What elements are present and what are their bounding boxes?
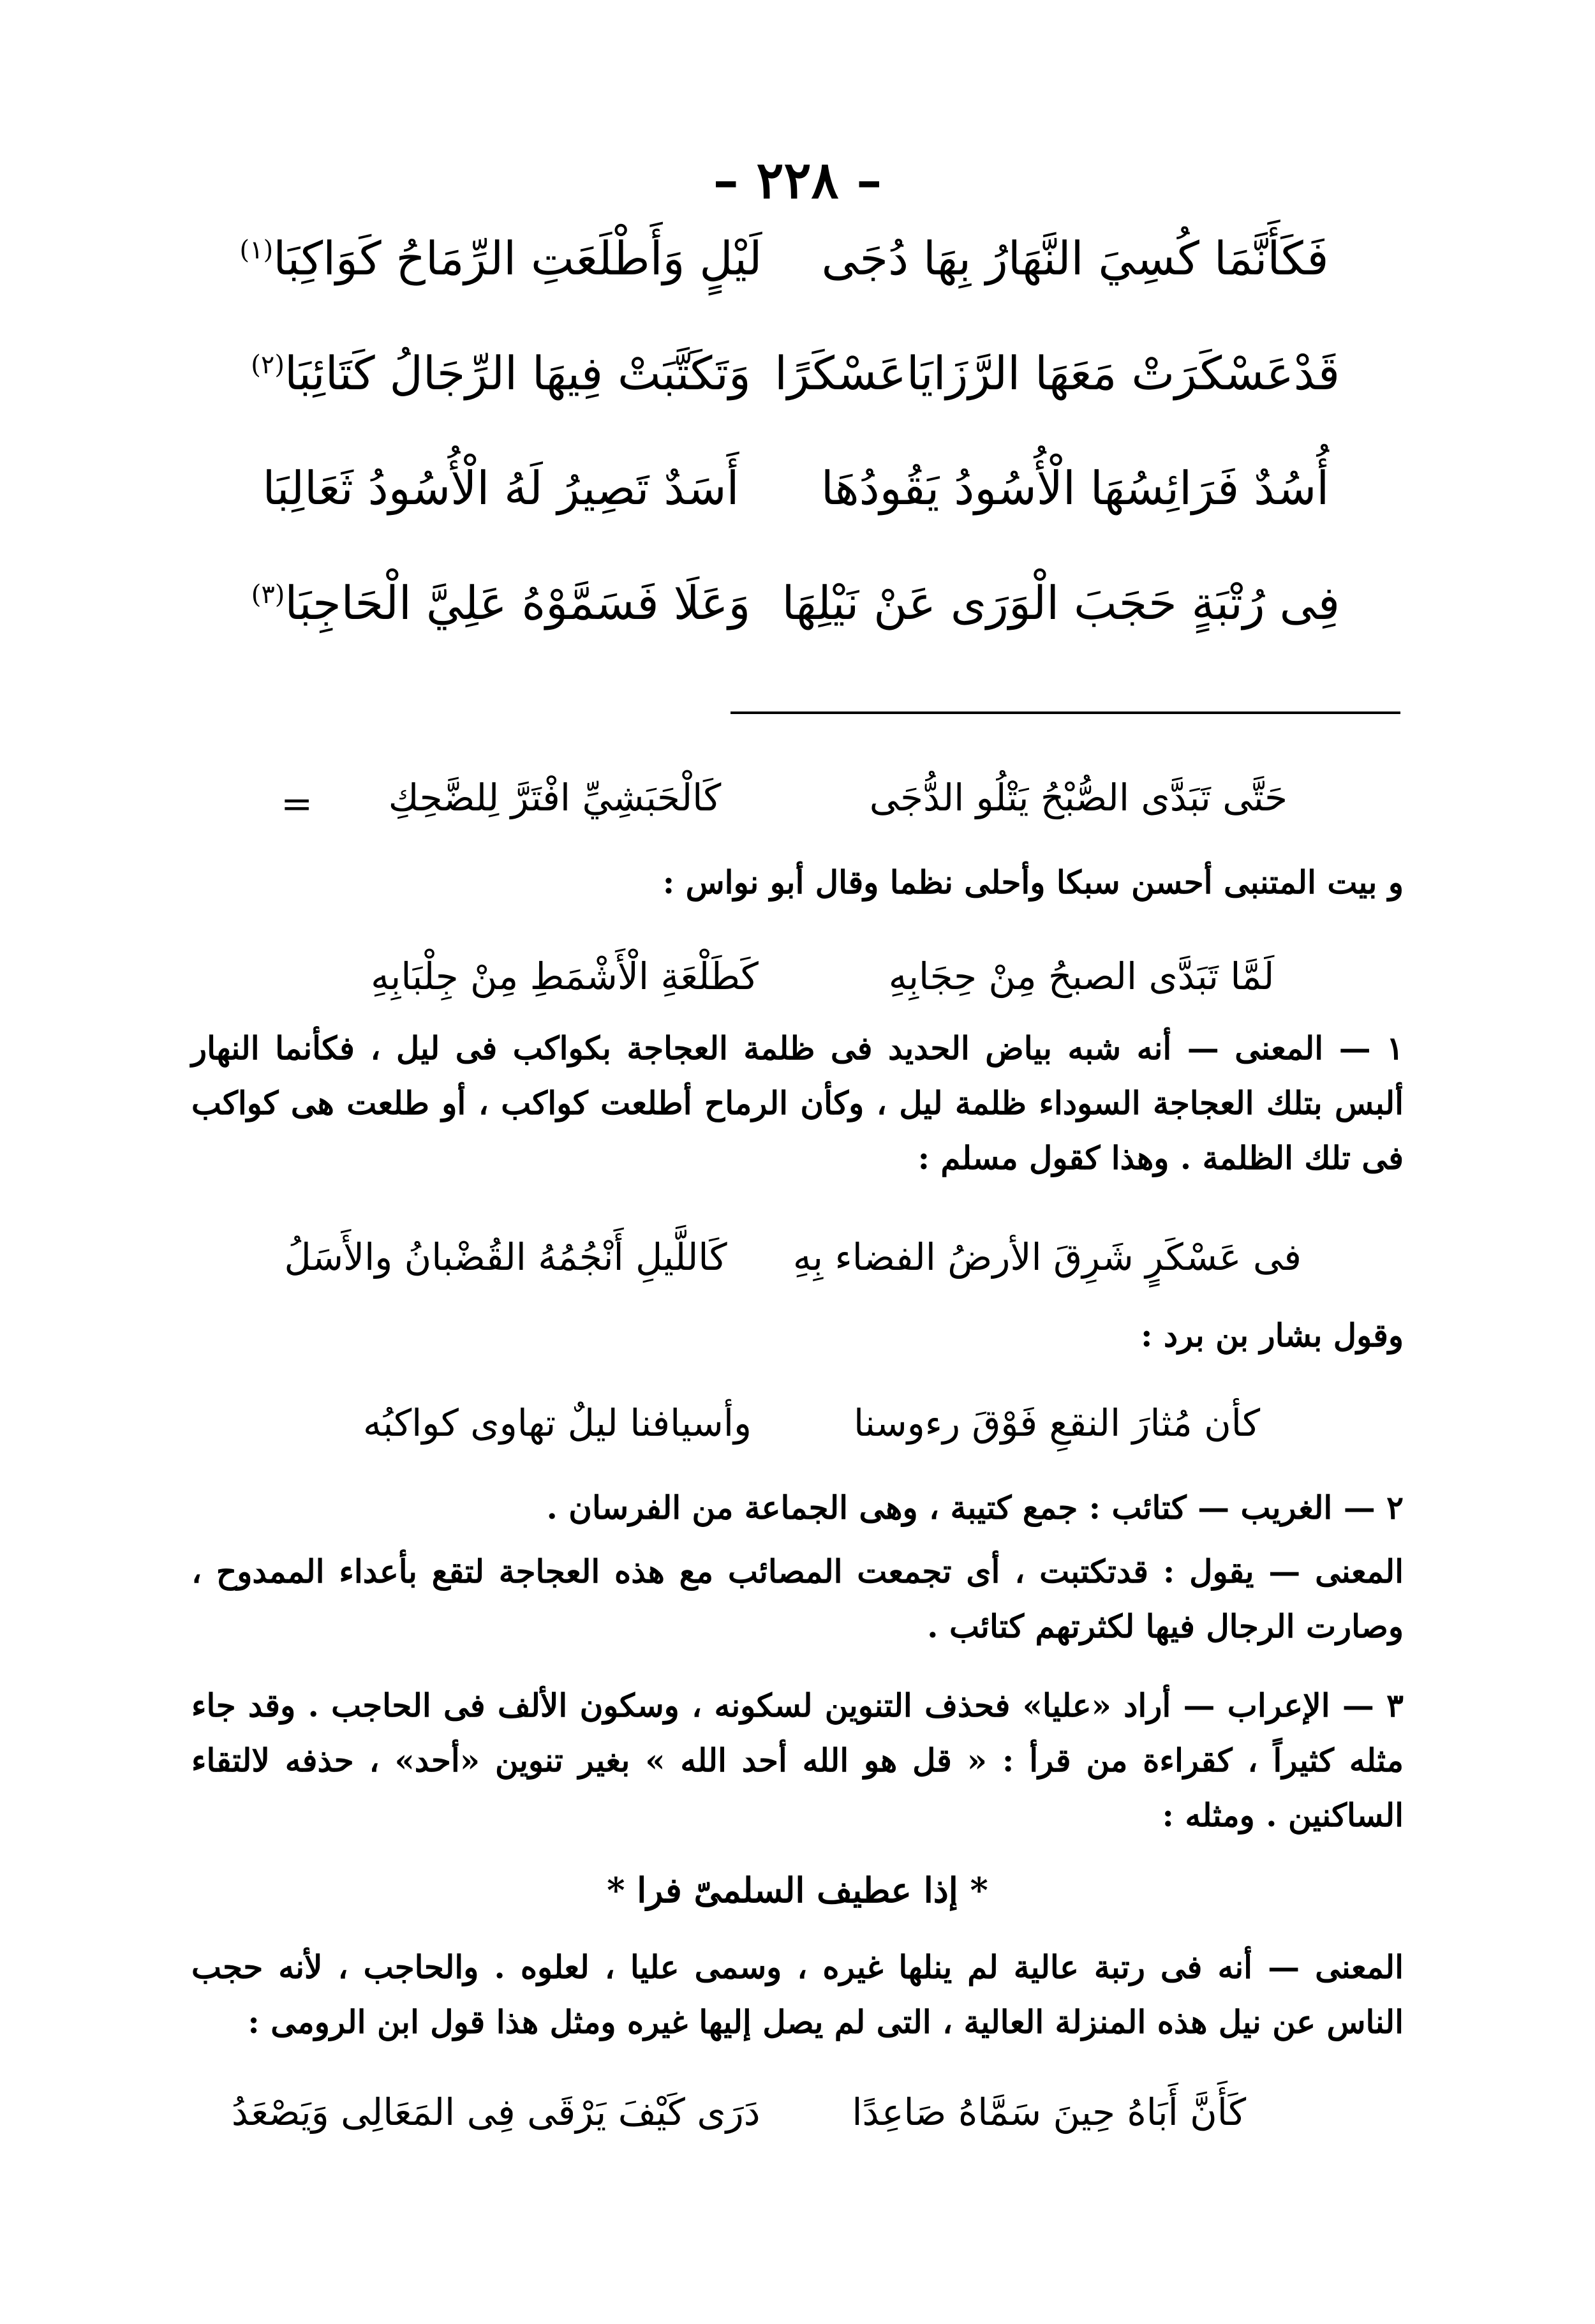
- hemistich-text: أَسَدٌ تَصِيرُ لَهُ الْأُسُودُ ثَعَالِبَا: [262, 461, 739, 515]
- verse-second-hemistich: كَطَلْعَةِ الْأَشْمَطِ مِنْ جِلْبَابِهِ: [371, 955, 759, 998]
- footnote-divider: [731, 711, 1400, 714]
- footnote-2-meaning: المعنى — يقول : قدتكتبت ، أى تجمعت المصائب مع هذه العجاجة لتقع بأعداء الممدوح ، وصارت الرجال فيها لكثرتهم كتائب .: [191, 1553, 1404, 1645]
- note-verse: [345, 1378, 1270, 1468]
- verse-first-hemistich: أُسُدٌ فَرَائِسُهَا الْأُسُودُ يَقُودُهَا: [820, 461, 1330, 515]
- note-text: و بيت المتنبى أحسن سبكا وأحلى نظما وقال أبو نواس :: [662, 863, 1404, 901]
- hemistich-text: لَيْلٍ وَأَطْلَعَتِ الرِّمَاحُ كَوَاكِبَا: [273, 232, 762, 285]
- verse-first-hemistich: فِى رُتْبَةٍ حَجَبَ الْوَرَى عَنْ نَيْلِهَا: [782, 576, 1340, 630]
- verse-line: [236, 329, 1340, 418]
- verse-first-hemistich: كأن مُثارَ النقعِ فَوْقَ رءوسنا: [853, 1401, 1261, 1445]
- footnote-marker: (١): [239, 235, 274, 265]
- verse-line: [236, 214, 1340, 303]
- verse-first-hemistich: حَتَّى تَبَدَّى الصُّبْحُ يَتْلُو الدُّجَى: [869, 776, 1287, 819]
- footnote-2-vocab: ٢ — الغريب — كتائب : جمع كتيبة ، وهى الجماعة من الفرسان .: [546, 1489, 1404, 1526]
- verse-first-hemistich: كَأَنَّ أَبَاهُ حِينَ سَمَّاهُ صَاعِدًا: [852, 2090, 1247, 2134]
- quoted-hemistich: * إذا عطيف السلمىّ فرا *: [607, 1870, 988, 1911]
- footnote-3-grammar: ٣ — الإعراب — أراد «عليا» فحذف التنوين لسكونه ، وسكون الألف فى الحاجب . وقد جاء مثله كثيراً ، كقراءة من قرأ : « قل هو الله أحد الله » بغير تنوين «أحد» ، حذفه لالتقاء الساكنين . ومثله :: [191, 1687, 1404, 1834]
- hemistich-text: وَتَكَتَّبَتْ فِيهَا الرِّجَالُ كَتَائِبَا: [284, 346, 751, 400]
- verse-first-hemistich: فى عَسْكَرٍ شَرِقَ الأرضُ الفضاء بِهِ: [792, 1235, 1302, 1279]
- note-verse: [231, 2067, 1263, 2157]
- verse-second-hemistich: كَاللَّيلِ أَنْجُمُهُ القُضْبانُ والأَسَلُ: [284, 1235, 727, 1279]
- footnote-1: ١ — المعنى — أنه شبه بياض الحديد فى ظلمة العجاجة بكواكب فى ليل ، فكأنما النهار ألبس بتلك العجاجة السوداء ظلمة ليل ، وكأن الرماح أطلعت كواكب ، أو طلعت هى كواكب فى تلك الظلمة . وهذا كقول مسلم :: [191, 1029, 1404, 1177]
- verse-second-hemistich: [236, 232, 766, 285]
- note-verse: [332, 753, 1302, 842]
- verse-first-hemistich: لَمَّا تَبَدَّى الصبحُ مِنْ حِجَابِهِ: [888, 955, 1275, 998]
- verse-first-hemistich: فَكَأَنَّمَا كُسِيَ النَّهَارُ بِهَا دُجَى: [821, 232, 1329, 285]
- note-verse: [268, 1212, 1302, 1302]
- note-text: وقول بشار بن برد :: [1141, 1316, 1404, 1354]
- page-number: – ٢٢٨ –: [713, 150, 882, 210]
- verse-second-hemistich: [236, 461, 766, 515]
- verse-second-hemistich: [236, 346, 766, 400]
- verse-line: [236, 443, 1340, 533]
- footnote-marker: (٢): [251, 350, 285, 380]
- verse-second-hemistich: [236, 576, 766, 630]
- verse-line: [236, 558, 1340, 648]
- continuation-sign: =: [281, 782, 313, 826]
- note-verse: [345, 932, 1302, 1021]
- verse-second-hemistich: دَرَى كَيْفَ يَرْقَى فِى المَعَالِى وَيَصْعَدُ: [231, 2090, 760, 2134]
- verse-second-hemistich: وأسيافنا ليلٌ تهاوى كواكبُه: [362, 1401, 752, 1445]
- footnote-marker: (٣): [251, 580, 285, 609]
- verse-second-hemistich: كَالْحَبَشِيِّ افْتَرَّ لِلضَّحِكِ: [388, 776, 722, 819]
- verse-first-hemistich: قَدْعَسْكَرَتْ مَعَهَا الرَّزَايَاعَسْكَرًا: [775, 346, 1340, 400]
- footnote-3-meaning: المعنى — أنه فى رتبة عالية لم ينلها غيره ، وسمى عليا ، لعلوه . والحاجب ، لأنه حجب الناس عن نيل هذه المنزلة العالية ، التى لم يصل إليها غيره ومثل هذا قول ابن الرومى :: [191, 1948, 1404, 2041]
- hemistich-text: وَعَلَا فَسَمَّوْهُ عَلِيَّ الْحَاجِبَا: [285, 576, 751, 630]
